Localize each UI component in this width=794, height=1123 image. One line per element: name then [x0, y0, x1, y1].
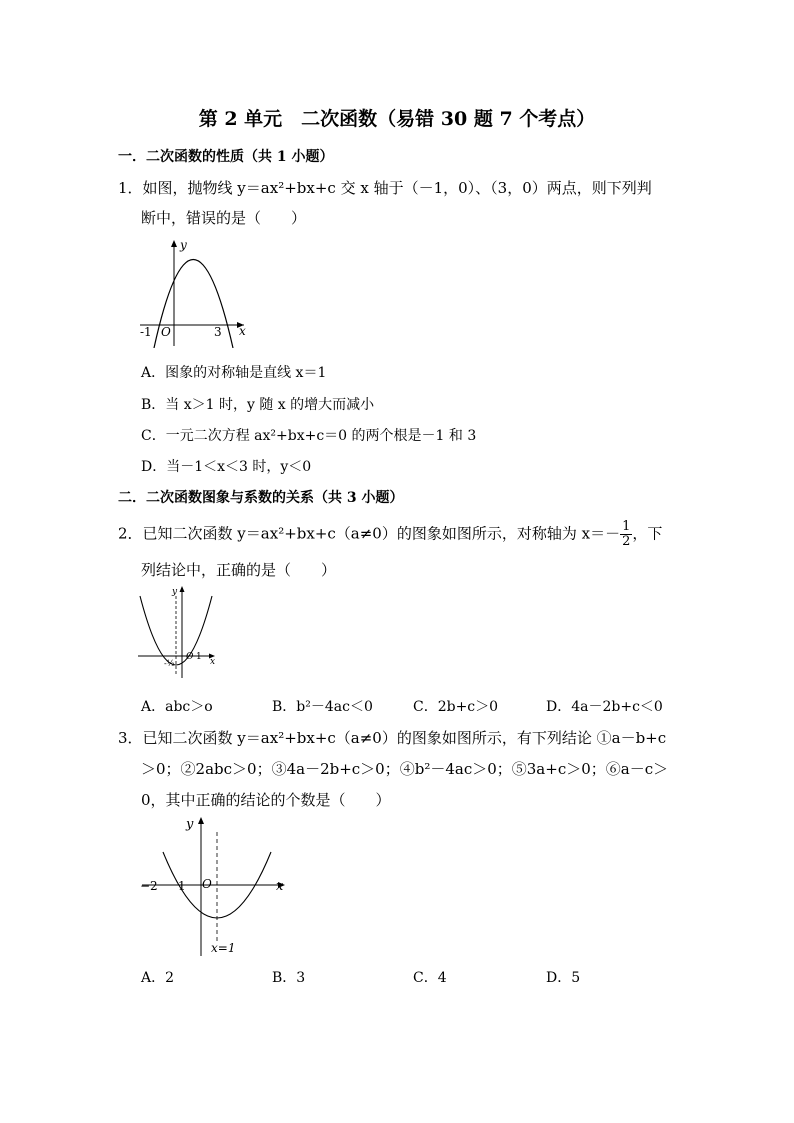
q2-y-label: y — [172, 587, 178, 597]
q2-option-d: D．4a－2b+c＜0 — [546, 699, 663, 715]
q2-option-b: B．b²－4ac＜0 — [272, 699, 373, 715]
q2-option-c: C．2b+c＞0 — [413, 699, 499, 715]
q3-stem-line3: 0，其中正确的结论的个数是（ ） — [141, 791, 391, 809]
q3-origin-label: O — [202, 877, 212, 891]
q2-neg-half-label: -½ — [164, 659, 175, 668]
q1-y-arrow-icon — [171, 240, 177, 247]
q3-option-b: B．3 — [272, 970, 306, 986]
q2-x-label: x — [210, 657, 216, 667]
q2-origin-label: O — [186, 652, 194, 662]
q3-y-label: y — [186, 817, 194, 832]
q1-x-label: x — [239, 324, 246, 338]
q2-one-label: 1 — [196, 652, 202, 662]
q3-options — [141, 967, 701, 987]
q3-option-c: C．4 — [413, 970, 447, 986]
q1-option-c: C．一元二次方程 ax²+bx+c＝0 的两个根是－1 和 3 — [141, 428, 477, 444]
q3-x-label: x — [276, 879, 284, 894]
section-heading-1: 一．二次函数的性质（共 1 小题） — [118, 149, 334, 165]
page-title: 第 2 单元 二次函数（易错 30 题 7 个考点） — [198, 108, 596, 130]
q1-option-d: D．当－1＜x＜3 时，y＜0 — [141, 459, 312, 475]
q1-parabola-figure — [136, 236, 252, 348]
q2-stem-line2: 列结论中，正确的是（ ） — [141, 561, 337, 579]
q2-options — [141, 696, 701, 716]
q1-three-label: 3 — [214, 325, 222, 339]
q1-stem-line1: 1．如图，抛物线 y＝ax²+bx+c 交 x 轴于（－1，0）、（3，0）两点，则下列判 — [118, 179, 652, 197]
q1-y-label: y — [180, 238, 187, 252]
q1-option-b: B．当 x＞1 时，y 随 x 的增大而减小 — [141, 397, 375, 413]
q2-frac-num: 1 — [622, 519, 631, 534]
q2-stem-line1 — [118, 520, 662, 549]
q3-option-a: A．2 — [141, 970, 175, 986]
q3-y-arrow-icon — [198, 817, 204, 824]
q3-neg1-label: 1 — [178, 879, 186, 893]
q3-parabola-figure — [136, 812, 292, 958]
q2-fraction — [620, 520, 632, 549]
q3-stem-line2: ＞0；②2abc＞0；③4a－2b+c＞0；④b²－4ac＞0；⑤3a+c＞0；⑥a－c＞ — [141, 760, 669, 778]
q3-neg2-label: −2 — [140, 879, 158, 893]
q2-option-a: A．abc＞o — [141, 699, 213, 715]
q2-stem-text: 2．已知二次函数 y＝ax²+bx+c（a≠0）的图象如图所示，对称轴为 x＝－ — [118, 524, 621, 543]
q1-option-a: A．图象的对称轴是直线 x＝1 — [141, 365, 327, 381]
q1-neg1-label: -1 — [140, 325, 152, 339]
q3-option-d: D．5 — [546, 970, 581, 986]
q1-stem-line2: 断中，错误的是（ ） — [141, 209, 307, 227]
q2-parabola-figure — [136, 584, 220, 680]
q3-stem-line1: 3．已知二次函数 y＝ax²+bx+c（a≠0）的图象如图所示，有下列结论 ①a－b+c — [118, 729, 667, 747]
q1-origin-label: O — [161, 325, 171, 339]
q2-y-arrow-icon — [180, 586, 185, 592]
section-heading-2: 二．二次函数图象与系数的关系（共 3 小题） — [118, 490, 404, 506]
q2-stem-tail: ，下 — [632, 524, 663, 543]
q2-frac-den: 2 — [622, 534, 631, 549]
q3-axis-label: x=1 — [211, 941, 236, 955]
